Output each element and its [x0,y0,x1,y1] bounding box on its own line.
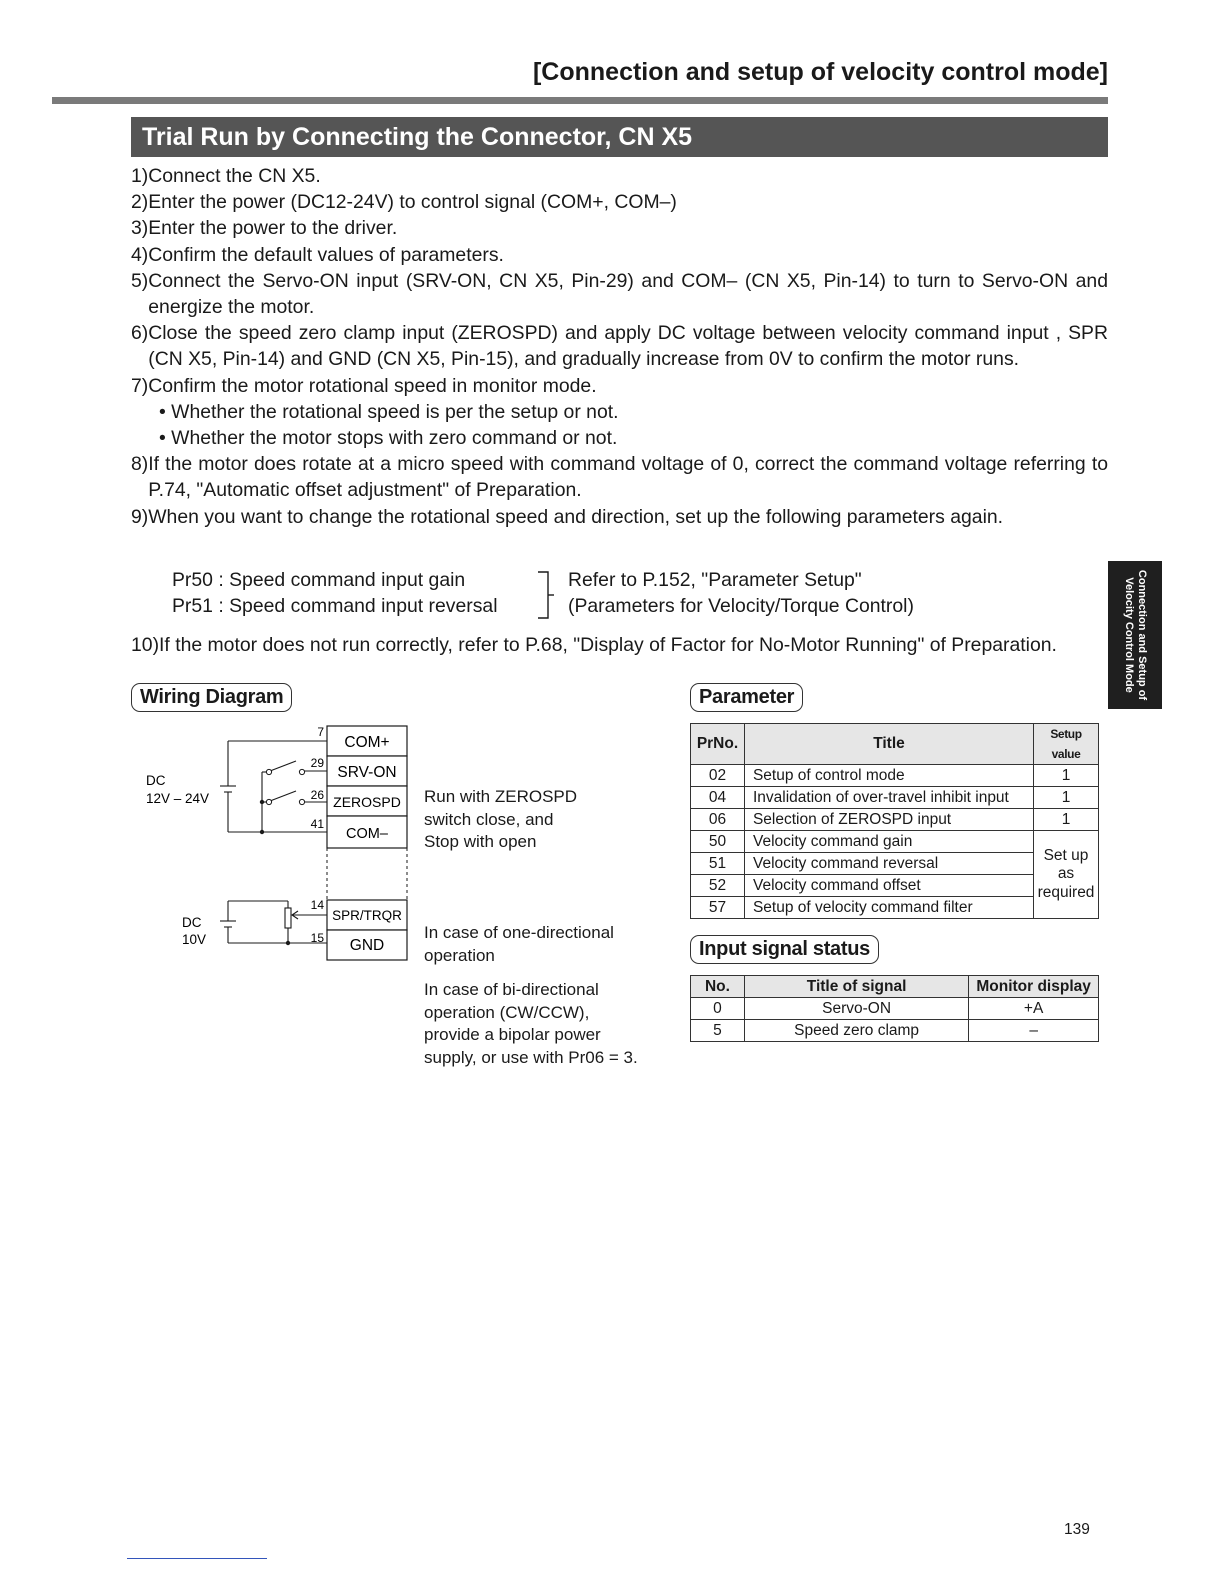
dc-label-lower: DC [182,915,202,930]
cell-prno: 50 [691,831,745,853]
side-tab-label [1122,570,1148,700]
pr50-item: Pr50 : Speed command input gain [172,569,466,591]
table-row [691,998,1099,1020]
step-text: Enter the power (DC12-24V) to control signal (COM+, COM–) [148,191,677,214]
cell-prno: 51 [691,853,745,875]
note-line: provide a bipolar power [424,1025,601,1044]
note-line: supply, or use with Pr06 = 3. [424,1047,638,1067]
cell-title: Velocity command offset [744,875,1033,897]
pin-label: GND [349,937,385,954]
page-number: 139 [1064,1521,1090,1538]
step-7-bullet: • Whether the motor stops with zero command or not. [159,427,618,450]
switch-contact [299,769,304,774]
step-number: 7) [131,374,149,397]
cell-value: 1 [1034,809,1099,831]
column-header: Monitor display [969,976,1099,998]
step-number: 6) [131,322,149,345]
note-one-directional [424,922,614,967]
step-2 [131,189,1108,215]
step-text: When you want to change the rotational speed and direction, set up the following parameters again. [148,505,1004,528]
column-header: No. [691,976,745,998]
cell-prno: 04 [691,787,745,809]
dc-voltage-lower: 10V [182,932,207,947]
step-text: Connect the CN X5. [148,165,321,187]
step-number: 5) [131,269,149,292]
pin-label: SRV-ON [337,764,397,781]
note-line: Stop with open [424,832,537,851]
pr-reference-1: Refer to P.152, "Parameter Setup" [568,569,862,591]
table-row [691,765,1099,787]
note-line: switch close, and [424,809,554,829]
note-line: Run with ZEROSPD [424,787,578,806]
input-signal-heading: Input signal status [690,935,879,964]
note-run-zerospd [424,786,577,854]
table-header-row [691,976,1099,998]
step-7 [131,373,1108,399]
junction-dot [286,941,290,945]
step-number: 2) [131,191,149,214]
cell-monitor-display: +A [969,998,1099,1020]
cell-prno: 52 [691,875,745,897]
cell-signal-title: Servo-ON [744,998,968,1020]
pin-number: 41 [310,817,324,831]
pin-number: 14 [310,898,324,912]
step-7-bullet: • Whether the rotational speed is per the setup or not. [159,400,619,423]
merged-value-line: Set up [1043,846,1089,864]
side-chapter-tab [1108,561,1162,709]
step-6 [131,320,1108,372]
pr-bracket [536,570,556,622]
step-1 [131,163,1108,189]
note-line: In case of bi-directional [424,980,599,999]
merged-value-line: required [1037,883,1095,901]
step-5 [131,268,1108,320]
step-text: Close the speed zero clamp input (ZEROSPD) and apply DC voltage between velocity command input , SPR (CN X5, Pin-14) and GND (CN X5, Pin-15), and gradually increase from 0V to confirm the motor runs. [148,322,1108,371]
note-bi-directional [424,979,638,1069]
table-row [691,809,1099,831]
step-number: 9) [131,505,149,528]
dc-label-upper: DC [146,773,166,788]
cell-title: Setup of control mode [744,765,1033,787]
step-9 [131,504,1108,530]
note-line: operation (CW/CCW), [424,1002,590,1022]
table-row [691,787,1099,809]
step-text: Confirm the motor rotational speed in monitor mode. [148,374,597,397]
side-tab-line-2: Velocity Control Mode [1123,577,1135,693]
column-header: PrNo. [691,724,745,765]
pin-label: SPR/TRQR [332,908,402,923]
cell-value: 1 [1034,765,1099,787]
note-line: In case of one-directional [424,923,614,942]
column-header: Setup value [1034,724,1099,765]
note-line: operation [424,945,495,965]
cell-title: Selection of ZEROSPD input [744,809,1033,831]
step-text: Connect the Servo-ON input (SRV-ON, CN X5, Pin-29) and COM– (CN X5, Pin-14) to turn to Servo-ON and energize the motor. [148,269,1108,319]
pr-reference-2: (Parameters for Velocity/Torque Control) [568,595,914,617]
cell-prno: 57 [691,897,745,919]
switch-contact [266,799,271,804]
junction-dot [260,830,264,834]
page-header-title: [Connection and setup of velocity control mode] [532,58,1108,86]
cell-title: Velocity command gain [744,831,1033,853]
table-row [691,831,1099,853]
step-8 [131,451,1108,503]
cell-title: Invalidation of over-travel inhibit input [744,787,1033,809]
switch-contact [266,769,271,774]
column-header: Title [744,724,1033,765]
pin-label: COM– [346,826,388,842]
cell-signal-title: Speed zero clamp [744,1020,968,1042]
step-number: 3) [131,217,149,240]
cell-prno: 02 [691,765,745,787]
pin-label: ZEROSPD [333,794,401,810]
table-header-row [691,724,1099,765]
pin-number: 26 [310,788,324,802]
column-header: Title of signal [744,976,968,998]
switch-contact [299,799,304,804]
wiring-diagram-heading: Wiring Diagram [131,683,292,712]
wiring-diagram [140,720,420,970]
step-text: Enter the power to the driver. [148,217,398,240]
cell-prno: 06 [691,809,745,831]
step-10: 10)If the motor does not run correctly, refer to P.68, "Display of Factor for No-Motor Running" of Preparation. [131,634,1057,656]
junction-dot [260,800,264,804]
step-number: 1) [131,165,149,187]
table-row [691,1020,1099,1042]
pr51-item: Pr51 : Speed command input reversal [172,595,498,617]
cell-no: 0 [691,998,745,1020]
footer-link-line [127,1558,267,1559]
side-tab-line-1: Connection and Setup of [1136,569,1148,701]
parameter-table [690,723,1099,919]
step-number: 8) [131,453,149,476]
cell-value: 1 [1034,787,1099,809]
pin-number: 29 [310,756,324,770]
step-text: If the motor does rotate at a micro speed with command voltage of 0, correct the command voltage referring to P.74, "Automatic offset adjustment" of Preparation. [148,453,1108,502]
step-3 [131,215,1108,241]
step-list [131,163,1108,530]
pin-number: 7 [317,725,324,739]
section-title: Trial Run by Connecting the Connector, CN X5 [131,117,1108,157]
input-signal-table [690,975,1099,1042]
parameter-heading: Parameter [690,683,803,712]
dc-voltage-upper: 12V – 24V [146,791,210,806]
step-number: 4) [131,243,149,266]
header-rule [52,97,1108,104]
cell-value-merged [1034,831,1099,919]
cell-title: Setup of velocity command filter [744,897,1033,919]
step-text: Confirm the default values of parameters. [148,243,504,266]
merged-value-line: as [1057,865,1075,883]
cell-no: 5 [691,1020,745,1042]
pin-number: 15 [310,931,324,945]
pin-label: COM+ [344,734,390,751]
step-4 [131,242,1108,268]
cell-monitor-display: – [969,1020,1099,1042]
cell-title: Velocity command reversal [744,853,1033,875]
